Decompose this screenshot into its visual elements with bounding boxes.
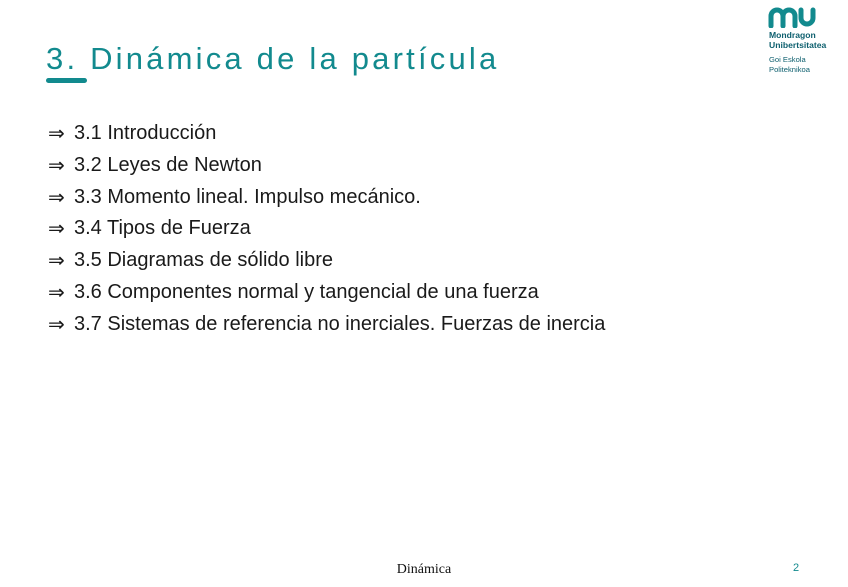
agenda-item: [48, 182, 605, 214]
agenda-item-label: 3.4 Tipos de Fuerza: [74, 217, 251, 240]
double-right-arrow-icon: ⇒: [48, 279, 65, 304]
agenda-item: [48, 277, 605, 309]
double-right-arrow-icon: ⇒: [48, 184, 65, 209]
agenda-item-label: 3.1 Introducción: [74, 122, 217, 144]
agenda-item-label: 3.5 Diagramas de sólido libre: [74, 249, 334, 272]
mu-logo-icon: [768, 6, 816, 28]
agenda-item-label: 3.6 Componentes normal y tangencial de una fuerza: [74, 280, 539, 303]
agenda-item-label: 3.2 Leyes de Newton: [74, 153, 262, 176]
agenda-item-label: 3.3 Momento lineal. Impulso mecánico.: [74, 185, 421, 208]
logo-text-line4: Politeknikoa: [769, 65, 810, 74]
agenda-item: [48, 245, 605, 277]
agenda-item: [48, 150, 605, 182]
double-right-arrow-icon: ⇒: [48, 248, 65, 273]
logo-text-line1: Mondragon: [769, 30, 816, 40]
agenda-item: [48, 118, 605, 150]
footer-label: Dinámica: [396, 562, 452, 577]
double-right-arrow-icon: ⇒: [48, 121, 65, 145]
agenda-item: [48, 213, 605, 245]
logo-text-line2: Unibertsitatea: [769, 40, 827, 50]
logo-text-line3: Goi Eskola: [769, 55, 806, 64]
double-right-arrow-icon: ⇒: [48, 152, 65, 177]
double-right-arrow-icon: ⇒: [48, 216, 65, 241]
title-underline: [46, 78, 87, 83]
university-logo: [766, 6, 844, 78]
double-right-arrow-icon: ⇒: [48, 311, 65, 336]
page-number: 2: [793, 562, 800, 574]
agenda-item-label: 3.7 Sistemas de referencia no inerciales. Fuerzas de inercia: [74, 312, 606, 335]
agenda-list: [48, 118, 605, 341]
slide-title: 3. Dinámica de la partícula: [46, 41, 500, 76]
agenda-item: [48, 309, 605, 341]
